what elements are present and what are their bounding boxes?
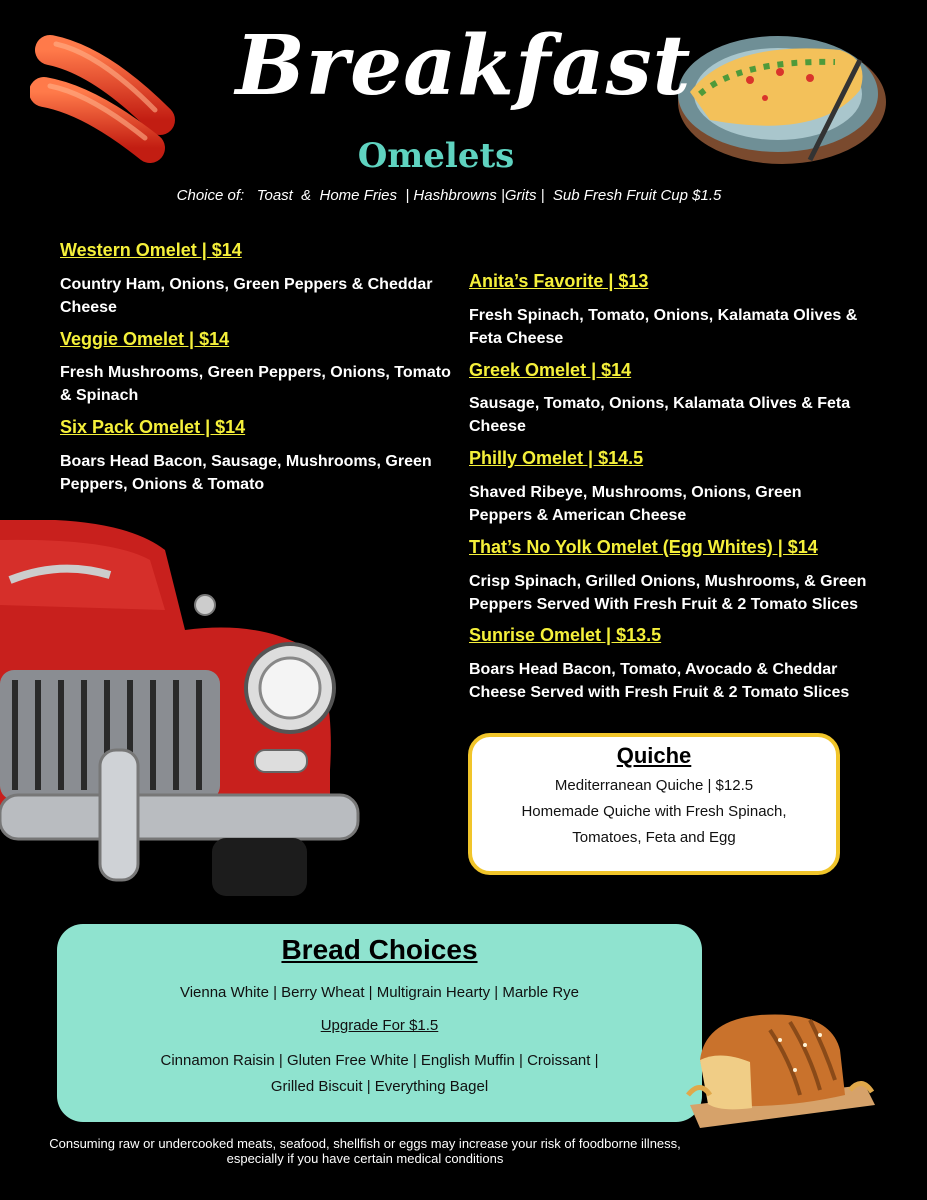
- menu-item-desc: Boars Head Bacon, Sausage, Mushrooms, Green Peppers, Onions & Tomato: [60, 453, 432, 493]
- section-subtitle: Omelets: [357, 136, 515, 176]
- quiche-line: Mediterranean Quiche | $12.5: [554, 777, 754, 794]
- menu-item-title: Philly Omelet | $14.5: [469, 448, 644, 468]
- menu-item-title: That’s No Yolk Omelet (Egg Whites) | $14: [469, 537, 818, 557]
- vintage-car-illustration: [0, 520, 365, 900]
- menu-item-desc: Sausage, Tomato, Onions, Kalamata Olives & Feta Cheese: [469, 395, 851, 435]
- bread-line: Grilled Biscuit | Everything Bagel: [270, 1078, 489, 1095]
- quiche-title: Quiche: [616, 743, 692, 768]
- allergy-disclaimer: Consuming raw or undercooked meats, seafood, shellfish or eggs may increase your risk of foodborne illness, especially if you have certain medical conditions: [49, 1136, 681, 1166]
- menu-item-title: Veggie Omelet | $14: [60, 329, 230, 349]
- menu-item-desc: Boars Head Bacon, Tomato, Avocado & Cheddar Cheese Served with Fresh Fruit & 2 Tomato Slices: [469, 661, 850, 701]
- menu-item-title: Western Omelet | $14: [60, 240, 242, 260]
- quiche-box: [468, 733, 840, 875]
- menu-item-desc: Fresh Mushrooms, Green Peppers, Onions, Tomato & Spinach: [60, 364, 451, 404]
- bread-line: Vienna White | Berry Wheat | Multigrain Hearty | Marble Rye: [179, 984, 580, 1001]
- menu-item-desc: Shaved Ribeye, Mushrooms, Onions, Green Peppers & American Cheese: [469, 484, 802, 524]
- menu-item-desc: Fresh Spinach, Tomato, Onions, Kalamata Olives & Feta Cheese: [469, 307, 858, 347]
- menu-item-title: Greek Omelet | $14: [469, 360, 632, 380]
- bread-title: Bread Choices: [281, 934, 478, 965]
- bread-line: Cinnamon Raisin | Gluten Free White | English Muffin | Croissant |: [160, 1052, 599, 1069]
- menu-title: Breakfast: [235, 18, 692, 114]
- menu-item-title: Anita’s Favorite | $13: [469, 271, 649, 291]
- menu-item-desc: Crisp Spinach, Grilled Onions, Mushrooms, & Green Peppers Served With Fresh Fruit & 2 Tomato Slices: [469, 573, 867, 613]
- menu-item-desc: Country Ham, Onions, Green Peppers & Cheddar Cheese: [60, 276, 433, 316]
- quiche-line: Tomatoes, Feta and Egg: [572, 829, 736, 846]
- side-choice-text: Choice of: Toast & Home Fries | Hashbrowns |Grits | Sub Fresh Fruit Cup $1.5: [176, 187, 722, 204]
- bread-upgrade: Upgrade For $1.5: [320, 1017, 439, 1034]
- bread-loaf-illustration: [680, 1000, 880, 1130]
- menu-item-title: Six Pack Omelet | $14: [60, 417, 246, 437]
- quiche-line: Homemade Quiche with Fresh Spinach,: [521, 803, 787, 820]
- menu-item-title: Sunrise Omelet | $13.5: [469, 625, 662, 645]
- bread-choices-box: [57, 924, 702, 1122]
